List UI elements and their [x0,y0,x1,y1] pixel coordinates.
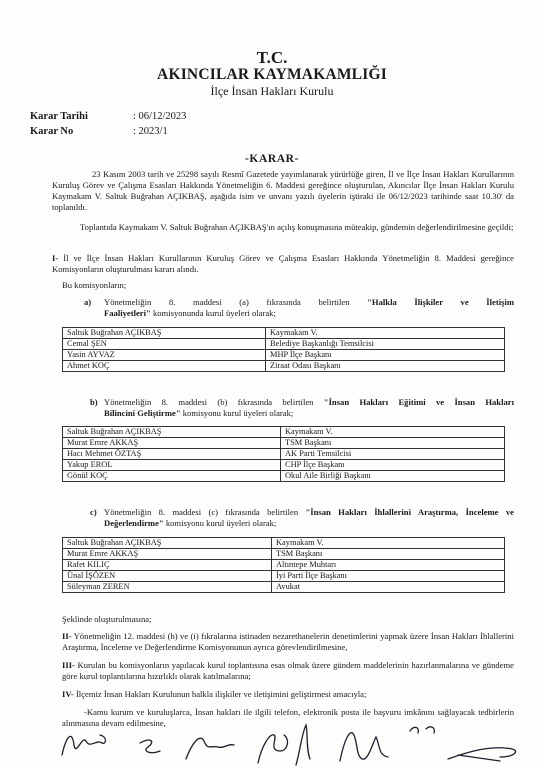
table-row [63,460,505,471]
member-title: TSM Başkanı [272,549,505,560]
signatures [0,715,544,768]
section-a-line2 [104,308,514,319]
section-c-prefix: Yönetmeliğin 8. maddesi (c) fıkrasında belirtilen [104,507,299,517]
member-name: Cemal ŞEN [63,339,266,350]
section-c-table [62,537,505,593]
member-title: AK Parti Temsilcisi [281,449,505,460]
signature-1 [62,735,106,755]
decision-no-value: : 2023/1 [133,126,168,137]
commissions-intro: Bu komisyonların; [62,280,127,290]
table-row [63,361,505,372]
table-row [63,427,505,438]
formed-line: Şeklinde oluşturulmasına; [62,614,152,624]
header-board: İlçe İnsan Hakları Kurulu [210,84,334,98]
item-3-text: Kurulan bu komisyonların yapılacak kurul toplantısına esas olmak üzere gündem maddelerinin hazırlanmalarına ve gündeme göre kurul toplantılarına hızırlıklı olarak katılmalarına; [62,660,514,681]
member-title: TSM Başkanı [281,438,505,449]
signature-4 [258,735,287,763]
header-tc: T.C. [256,48,288,67]
section-c-line2 [104,518,514,529]
section-c-line1 [104,507,514,518]
signature-7 [410,727,434,733]
member-title: Altıntepe Muhtarı [272,560,505,571]
closing-paragraph: -Kamu kurum ve kuruluşlarca, İnsan hakları ile ilgili telefon, elektronik posta ile başvuru imkânını sağlayacak tedbirlerin alınmasına devam edilmesine, [62,707,514,728]
item-3 [62,660,514,682]
item-1-number: I- [52,253,59,263]
member-name: Hacı Mehmet ÖZTAŞ [63,449,281,460]
section-c-bold-2: Değerlendirme" [104,518,164,528]
table-row [63,350,505,361]
member-name: Murat Emre AKKAŞ [63,549,272,560]
signature-2 [140,740,160,753]
table-row [63,438,505,449]
item-2-text: Yönetmeliğin 12. maddesi (h) ve (i) fıkralarına istinaden nezarethanelerin denetimlerini yapmak üzere İnsan Hakları İhlallerini Araştırma, İnceleme ve Değerlendirme Komisyonunun ayrıca görevlendirilmesine, [62,631,514,652]
decision-date-label: Karar Tarihi [30,111,88,122]
member-title: MHP İlçe Başkanı [266,350,505,361]
member-title: Kaymakam V. [272,538,505,549]
section-c-bold-1: "İnsan Hakları İhlallerini Araştırma, İnceleme ve [305,507,514,517]
section-c-suffix: komisyonu kurul üyeleri olarak; [165,518,277,528]
member-name: Saltuk Buğrahan AÇIKBAŞ [63,538,272,549]
item-4-text: İlçemiz İnsan Hakları Kurulunun halkla ilişkiler ve iletişimini geliştirmesi amacıyla; [75,689,367,699]
section-a-letter: a) [84,297,92,307]
member-name: Murat Emre AKKAŞ [63,438,281,449]
section-a-table [62,327,505,372]
section-b-table [62,426,505,482]
table-row [63,339,505,350]
item-1-text: İl ve İlçe İnsan Hakları Kurullarının Kuruluş Görev ve Çalışma Esasları Hakkında Yönetmeliğin 8. Maddesi gereğince Komisyonların oluşturulması kararı alındı. [52,253,514,274]
member-name: Yasin AYVAZ [63,350,266,361]
member-name: Gönül KOÇ [63,471,281,482]
member-title: CHP İlçe Başkanı [281,460,505,471]
signature-scribbles [0,715,544,768]
table-row [63,471,505,482]
member-title: Kaymakam V. [266,328,505,339]
member-title: Okul Aile Birliği Başkanı [281,471,505,482]
item-1 [52,253,514,275]
item-4 [62,689,514,700]
signature-3 [186,738,234,759]
member-title: Kaymakam V. [281,427,505,438]
section-b-prefix: Yönetmeliğin 8. maddesi (b) fıkrasında belirtilen [104,397,314,407]
member-title: Avukat [272,582,505,593]
meeting-paragraph: Toplantıda Kaymakam V. Saltuk Buğrahan AÇIKBAŞ'ın açılış konuşmasına müteakip, gündemin değerlendirilmesine geçildi; [80,222,514,232]
header-institution: AKINCILAR KAYMAKAMLIĞI [157,66,387,83]
section-a-suffix: komisyonunda kurul üyeleri olarak; [152,308,276,318]
decision-date-value: : 06/12/2023 [133,111,187,122]
section-b-line2 [104,408,514,419]
section-a-bold-1: "Halkla İlişkiler ve İletişim [367,297,514,307]
item-2-number: II- [62,631,72,641]
table-row [63,449,505,460]
item-2 [62,631,514,653]
table-row [63,328,505,339]
member-name: Ünal İŞÖZEN [63,571,272,582]
member-name: Saltuk Buğrahan AÇIKBAŞ [63,328,266,339]
table-row [63,571,505,582]
section-b-line1 [104,397,514,408]
table-row [63,538,505,549]
decision-no-label: Karar No [30,126,74,137]
section-b-bold-1: "İnsan Hakları Eğitimi ve İnsan Hakları [323,397,514,407]
member-name: Süleyman ZEREN [63,582,272,593]
signature-6 [340,733,388,761]
member-name: Ahmet KOÇ [63,361,266,372]
signature-8 [448,748,516,761]
section-b-letter: b) [90,397,98,407]
member-title: İyi Parti İlçe Başkanı [272,571,505,582]
table-row [63,549,505,560]
member-name: Rafet KILIÇ [63,560,272,571]
member-title: Belediye Başkanlığı Temsilcisi [266,339,505,350]
item-4-number: IV- [62,689,74,699]
member-title: Ziraat Odası Başkanı [266,361,505,372]
signature-5 [296,725,310,765]
table-row [63,582,505,593]
section-a-bold-2: Faaliyetleri" [104,308,151,318]
intro-paragraph: 23 Kasım 2003 tarih ve 25298 sayılı Resmî Gazetede yayımlanarak yürürlüğe giren, İl ve İlçe İnsan Hakları Kurullarının Kuruluş Görev ve Çalışma Esasları Hakkında Yönetmeliğin 6. Maddesi gereğince oluşturulan, Akıncılar İlçe İnsan Hakları Kurulu Kaymakam V. Saltuk Buğrahan AÇIKBAŞ, aşağıda isim ve unvanı yazılı üyelerin iştiraki ile 06/12/2023 tarihinde saat 10.30' da toplanıldı. [52,169,514,212]
section-b-bold-2: Bilincini Geliştirme" [104,408,181,418]
section-a-line1 [104,297,514,308]
table-row [63,560,505,571]
section-b-suffix: komisyonu kurul üyeleri olarak; [182,408,294,418]
member-name: Saltuk Buğrahan AÇIKBAŞ [63,427,281,438]
member-name: Yakup EROL [63,460,281,471]
decision-title: -KARAR- [244,153,300,165]
section-a-prefix: Yönetmeliğin 8. maddesi (a) fıkrasında belirtilen [104,297,350,307]
item-3-number: III- [62,660,75,670]
section-c-letter: c) [90,507,97,517]
